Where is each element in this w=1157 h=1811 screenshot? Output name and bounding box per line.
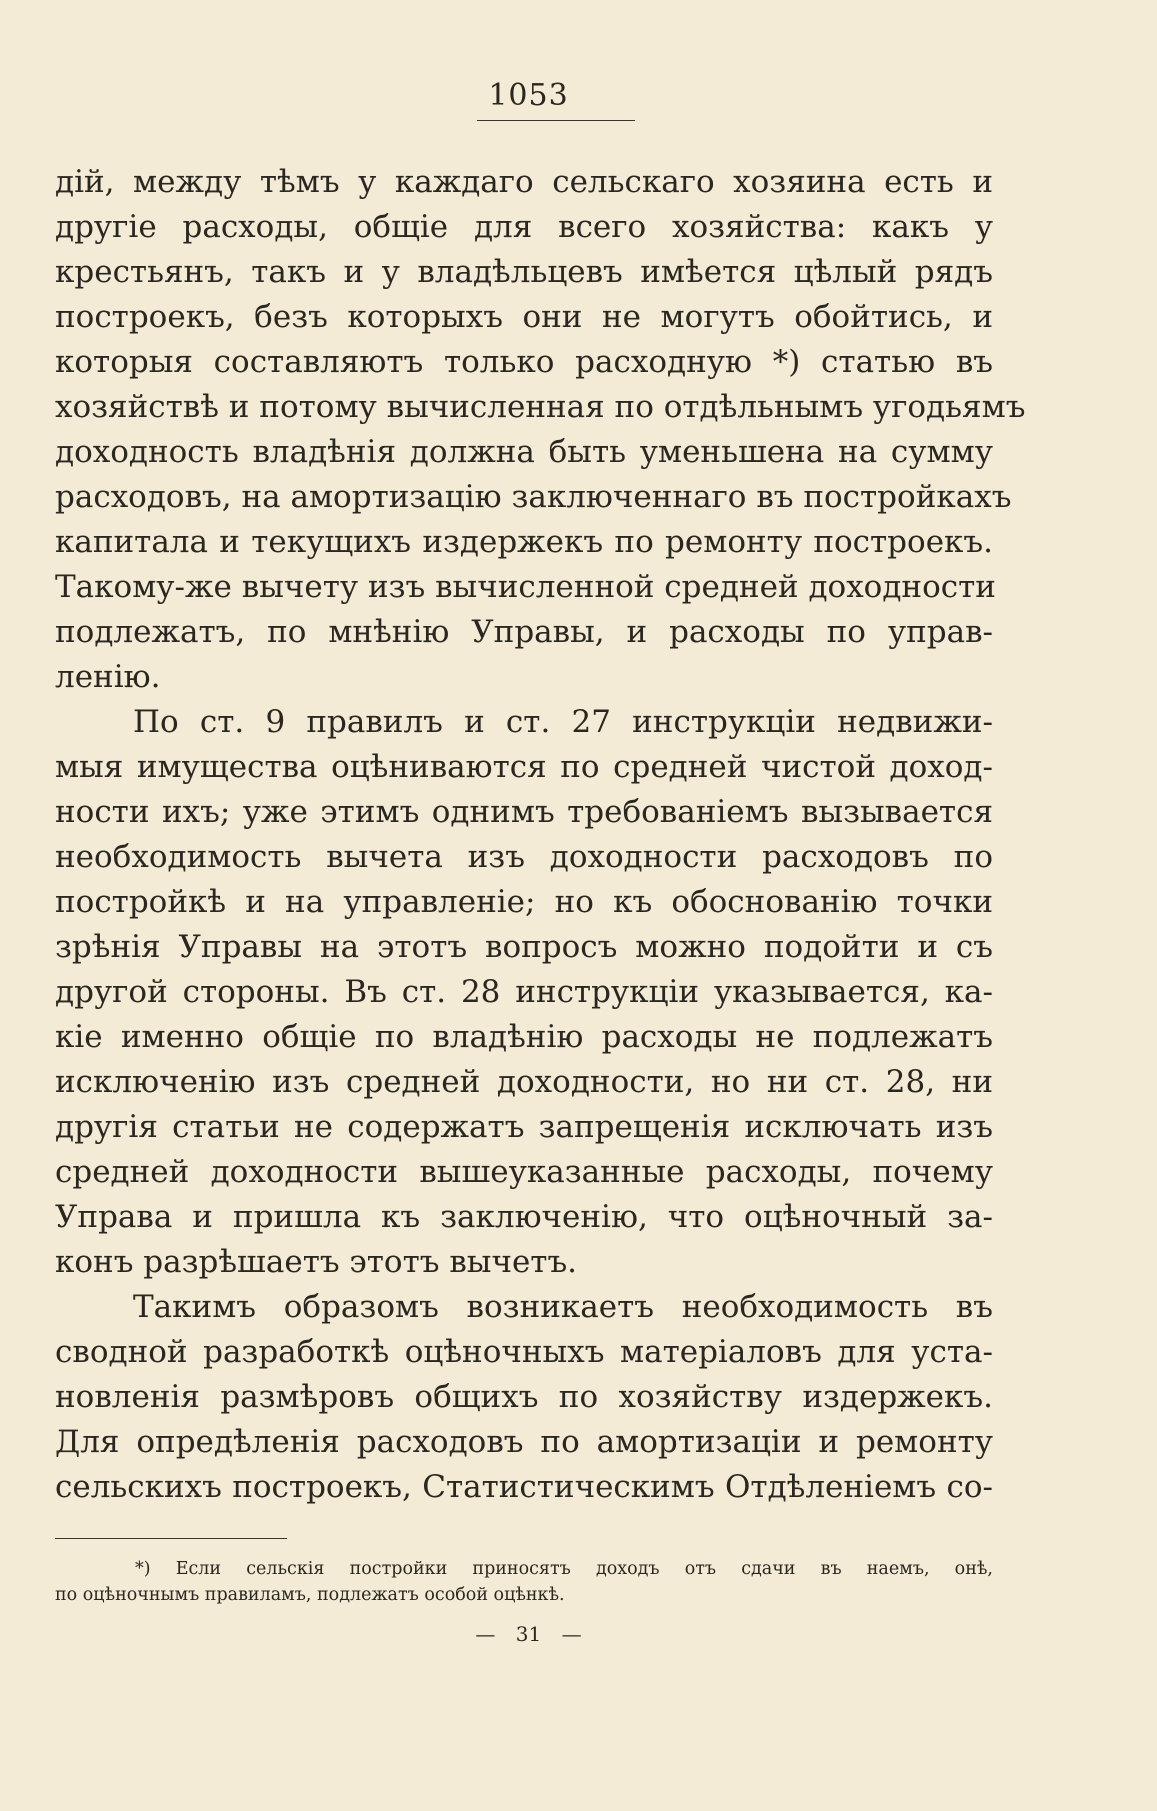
footnote (55, 1556, 993, 1608)
footnote-line: *) Если сельскія постройки приносятъ доходъ отъ сдачи въ наемъ, онѣ, (135, 1559, 993, 1579)
text-line: ленію. (55, 659, 161, 695)
text-line: хозяйствѣ и потому вычисленная по отдѣльнымъ угодьямъ (55, 389, 1026, 425)
text-line: которыя составляютъ только расходную *) статью въ (55, 344, 993, 380)
text-line: другой стороны. Въ ст. 28 инструкціи указывается, ка- (55, 974, 993, 1010)
text-line: сводной разработкѣ оцѣночныхъ матеріаловъ для уста- (55, 1334, 993, 1370)
text-line: Управа и пришла къ заключенію, что оцѣночный за- (55, 1199, 993, 1235)
text-line: сельскихъ построекъ, Статистическимъ Отдѣленіемъ со- (55, 1469, 993, 1505)
footnote-line: по оцѣночнымъ правиламъ, подлежатъ особой оцѣнкѣ. (55, 1585, 565, 1605)
text-line: кіе именно общіе по владѣнію расходы не подлежатъ (55, 1019, 993, 1055)
text-line: дій, между тѣмъ у каждаго сельскаго хозяина есть и (55, 164, 993, 200)
footnote-rule (55, 1538, 287, 1539)
text-line: построекъ, безъ которыхъ они не могутъ обойтись, и (55, 299, 993, 335)
text-line: другія статьи не содержатъ запрещенія исключать изъ (55, 1109, 993, 1145)
text-line: новленія размѣровъ общихъ по хозяйству издержекъ. (55, 1379, 993, 1415)
text-line: постройкѣ и на управленіе; но къ обоснованію точки (55, 884, 993, 920)
text-line: зрѣнія Управы на этотъ вопросъ можно подойти и съ (55, 929, 993, 965)
page-number: 1053 (488, 78, 569, 113)
text-line: конъ разрѣшаетъ этотъ вычетъ. (55, 1244, 578, 1280)
text-line: Такому-же вычету изъ вычисленной средней доходности (55, 569, 996, 605)
header-rule (477, 120, 635, 121)
paragraph-start-line: Такимъ образомъ возникаетъ необходимость въ (133, 1289, 993, 1325)
body-text (55, 160, 1026, 1510)
signature-mark: — 31 — (475, 1622, 582, 1646)
text-line: подлежатъ, по мнѣнію Управы, и расходы по управ- (55, 614, 993, 650)
text-line: доходность владѣнія должна быть уменьшена на сумму (55, 434, 993, 470)
text-line: расходовъ, на амортизацію заключеннаго въ постройкахъ (55, 479, 1012, 515)
text-line: крестьянъ, такъ и у владѣльцевъ имѣется цѣлый рядъ (55, 254, 993, 290)
text-line: исключенію изъ средней доходности, но ни ст. 28, ни (55, 1064, 993, 1100)
text-line: капитала и текущихъ издержекъ по ремонту построекъ. (55, 524, 993, 560)
text-line: средней доходности вышеуказанные расходы, почему (55, 1154, 993, 1190)
text-line: другіе расходы, общіе для всего хозяйства: какъ у (55, 209, 993, 245)
text-line: необходимость вычета изъ доходности расходовъ по (55, 839, 993, 875)
paragraph-start-line: По ст. 9 правилъ и ст. 27 инструкціи недвижи- (133, 704, 993, 740)
text-line: Для опредѣленія расходовъ по амортизаціи и ремонту (55, 1424, 993, 1460)
text-line: мыя имущества оцѣниваются по средней чистой доход- (55, 749, 993, 785)
text-line: ности ихъ; уже этимъ однимъ требованіемъ вызывается (55, 794, 993, 830)
